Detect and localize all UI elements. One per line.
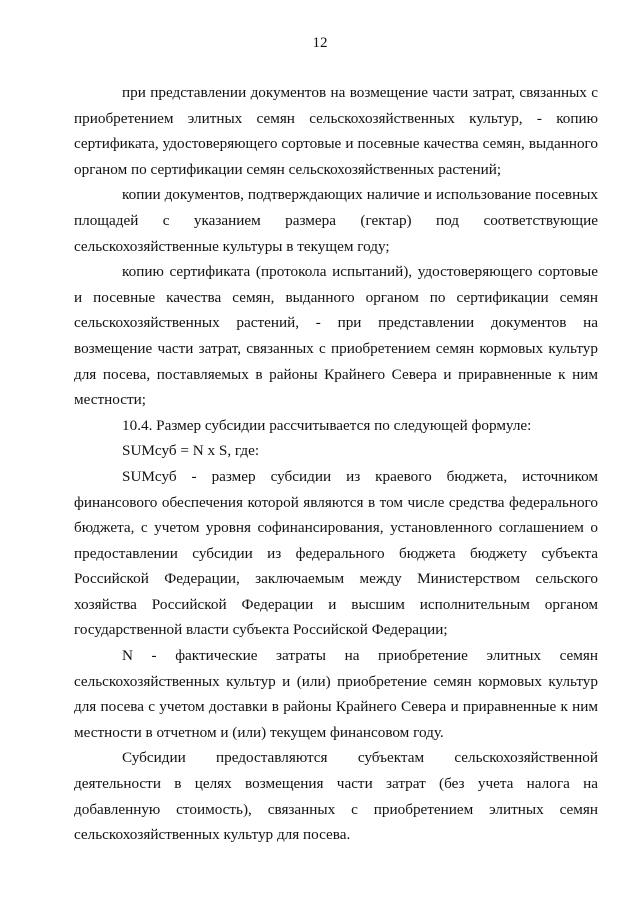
paragraph-sum-definition: SUMсуб - размер субсидии из краевого бюджета, источником финансового обеспечения которой являются в том числе средства федерального бюджета, с учетом уровня софинансирования, установленного соглашением о предоставлении субсидии из федерального бюджета бюджету субъекта Российской Федерации, заключаемым между Министерством сельского хозяйства Российской Федерации и высшим исполнительным органом государственной власти субъекта Российской Федерации; bbox=[74, 467, 598, 639]
paragraph-n-definition: N - фактические затраты на приобретение элитных семян сельскохозяйственных культур и (или) приобретение семян кормовых культур для посева с учетом доставки в районы Крайнего Севера и приравненные к ним местности в отчетном и (или) текущем финансовом году. bbox=[74, 647, 598, 741]
paragraph-sown-area-documents: копии документов, подтверждающих наличие и использование посевных площадей с указанием размера (гектар) под соответствующие сельскохозяйственные культуры в текущем году; bbox=[74, 186, 598, 255]
paragraph-subsidy-formula: SUMсуб = N x S, где: bbox=[122, 442, 260, 460]
page-number: 12 bbox=[312, 35, 328, 51]
paragraph-subsidy-purpose: Субсидии предоставляются субъектам сельскохозяйственной деятельности в целях возмещения части затрат (без учета налога на добавленную стоимость), связанных с приобретением элитных семян сельскохозяйственных культур для посева. bbox=[74, 749, 598, 844]
paragraph-forage-seeds-certificate: копию сертификата (протокола испытаний), удостоверяющего сортовые и посевные качества семян, выданного органом по сертификации семян сельскохозяйственных растений, - при представлении документов на возмещение части затрат, связанных с приобретением семян кормовых культур для посева, поставляемых в районы Крайнего Севера и приравненные к ним местности; bbox=[74, 263, 598, 409]
paragraph-subsidy-formula-intro: 10.4. Размер субсидии рассчитывается по следующей формуле: bbox=[122, 416, 532, 434]
paragraph-elite-seeds-certificate: при представлении документов на возмещение части затрат, связанных с приобретением элитных семян сельскохозяйственных культур, - копию сертификата, удостоверяющего сортовые и посевные качества семян, выданного органом по сертификации семян сельскохозяйственных растений; bbox=[74, 84, 598, 178]
document-body bbox=[74, 80, 598, 848]
